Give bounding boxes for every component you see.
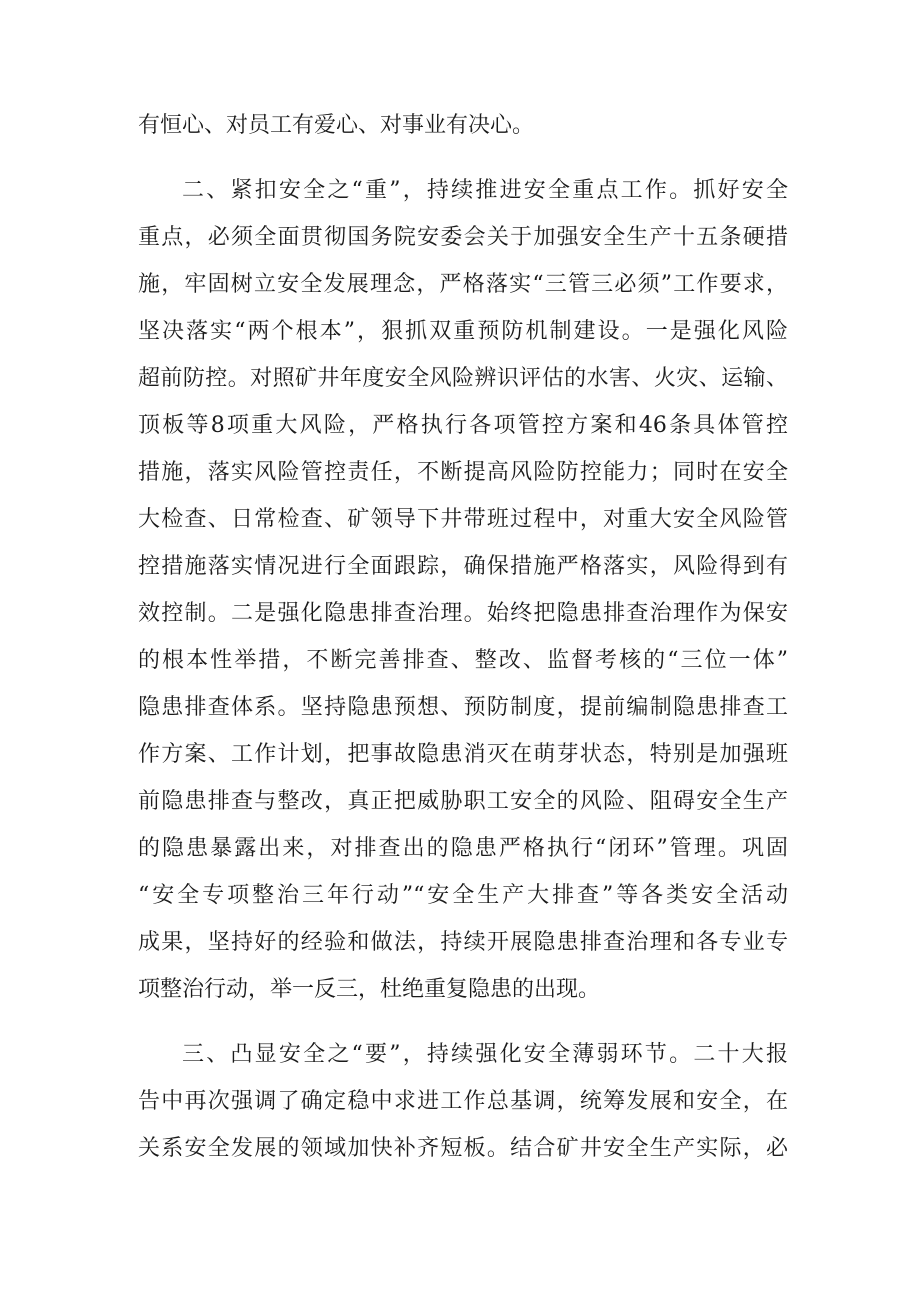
text-line: 措施，落实风险管控责任，不断提高风险防控能力；同时在安全 — [138, 460, 788, 485]
text-line: 告中再次强调了确定稳中求进工作总基调，统筹发展和安全，在 — [138, 1089, 788, 1114]
text-line: 隐患排查体系。坚持隐患预想、预防制度，提前编制隐患排查工 — [138, 695, 788, 720]
text-line: 施，牢固树立安全发展理念，严格落实“三管三必须”工作要求， — [138, 272, 788, 297]
text-line: 作方案、工作计划，把事故隐患消灭在萌芽状态，特别是加强班 — [138, 742, 788, 767]
text-line: 重点，必须全面贯彻国务院安委会关于加强安全生产十五条硬措 — [138, 225, 788, 250]
text-line: “安全专项整治三年行动”“安全生产大排查”等各类安全活动 — [138, 883, 788, 908]
text-line: 关系安全发展的领域加快补齐短板。结合矿井安全生产实际，必 — [138, 1136, 788, 1161]
text-line: 的隐患暴露出来，对排查出的隐患严格执行“闭环”管理。巩固 — [138, 836, 788, 861]
text-line: 坚决落实“两个根本”，狠抓双重预防机制建设。一是强化风险 — [138, 319, 788, 344]
text-line: 项整治行动，举一反三，杜绝重复隐患的出现。 — [138, 977, 601, 1002]
text-line: 的根本性举措，不断完善排查、整改、监督考核的“三位一体” — [138, 648, 788, 673]
text-line: 超前防控。对照矿井年度安全风险辨识评估的水害、火灾、运输、 — [138, 366, 788, 391]
text-line: 前隐患排查与整改，真正把威胁职工安全的风险、阻碍安全生产 — [138, 789, 788, 814]
text-line: 大检查、日常检查、矿领导下井带班过程中，对重大安全风险管 — [138, 507, 788, 532]
text-line: 成果，坚持好的经验和做法，持续开展隐患排查治理和各专业专 — [138, 930, 788, 955]
text-line: 控措施落实情况进行全面跟踪，确保措施严格落实，风险得到有 — [138, 554, 788, 579]
paragraph-heading-line: 三、凸显安全之“要”，持续强化安全薄弱环节。二十大报 — [182, 1042, 788, 1067]
text-line: 顶板等8项重大风险，严格执行各项管控方案和46条具体管控 — [138, 413, 788, 438]
paragraph-heading-line: 二、紧扣安全之“重”，持续推进安全重点工作。抓好安全 — [182, 178, 788, 203]
text-line: 效控制。二是强化隐患排查治理。始终把隐患排查治理作为保安 — [138, 601, 788, 626]
text-line: 有恒心、对员工有爱心、对事业有决心。 — [138, 113, 535, 138]
